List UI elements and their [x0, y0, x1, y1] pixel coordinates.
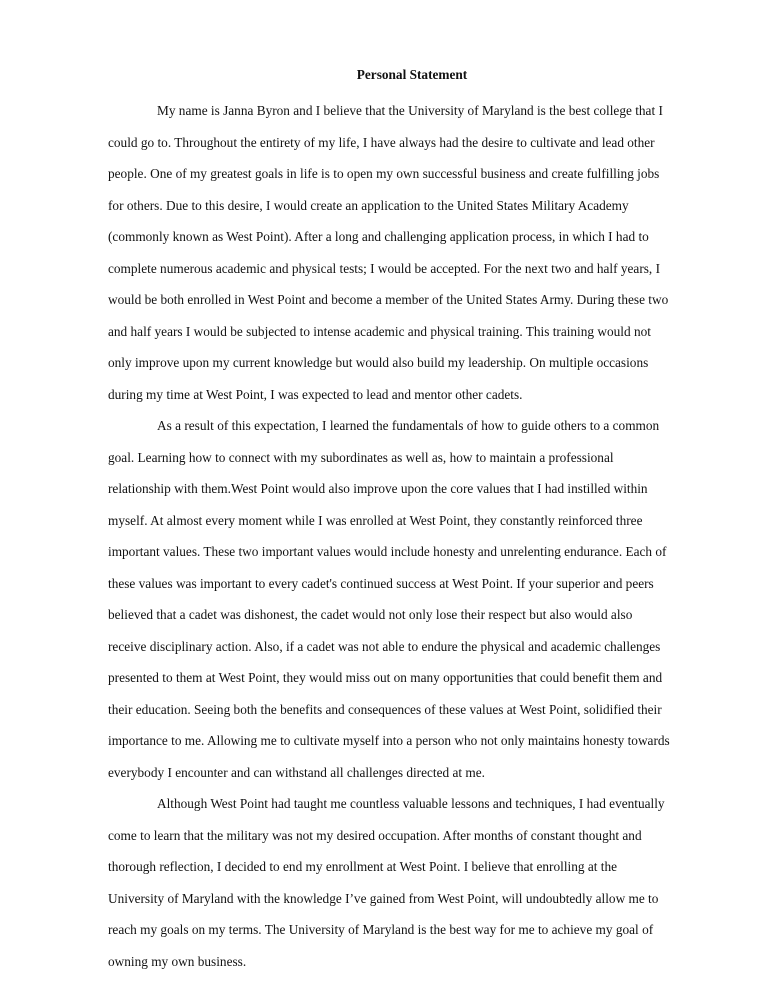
paragraph-2 — [108, 410, 716, 788]
paragraph-line: owning my own business. — [108, 953, 247, 969]
paragraph-line: only improve upon my current knowledge but would also build my leadership. On multiple occasions — [108, 355, 649, 370]
paragraph-line: for others. Due to this desire, I would create an application to the United States Military Academy — [108, 197, 629, 213]
document-body — [108, 63, 716, 977]
paragraph-line: My name is Janna Byron and I believe that the University of Maryland is the best college that I — [157, 103, 663, 118]
paragraph-line: everybody I encounter and can withstand all challenges directed at me. — [108, 764, 485, 780]
paragraph-line: believed that a cadet was dishonest, the cadet would not only lose their respect but also would also — [108, 607, 633, 622]
paragraph-line: their education. Seeing both the benefits and consequences of these values at West Point, solidified their — [108, 701, 662, 717]
paragraph-line: thorough reflection, I decided to end my enrollment at West Point. I believe that enrolling at the — [108, 859, 617, 874]
paragraph-line: and half years I would be subjected to intense academic and physical training. This training would not — [108, 323, 651, 339]
paragraph-line: (commonly known as West Point). After a long and challenging application process, in which I had to — [108, 229, 649, 244]
paragraph-3 — [108, 788, 716, 977]
paragraph-line: people. One of my greatest goals in life is to open my own successful business and create fulfilling jobs — [108, 166, 660, 181]
title-spacer — [108, 87, 716, 95]
paragraph-line: these values was important to every cadet's continued success at West Point. If your superior and peers — [108, 575, 654, 591]
paragraph-line: Although West Point had taught me countless valuable lessons and techniques, I had eventually — [157, 796, 665, 811]
paragraph-line: during my time at West Point, I was expected to lead and mentor other cadets. — [108, 386, 523, 402]
paragraph-line: goal. Learning how to connect with my subordinates as well as, how to maintain a professional — [108, 449, 614, 465]
document-title: Personal Statement — [356, 67, 468, 82]
paragraph-line: importance to me. Allowing me to cultivate myself into a person who not only maintains honesty towards — [108, 733, 670, 748]
paragraph-line: myself. At almost every moment while I was enrolled at West Point, they constantly reinforced three — [108, 512, 643, 528]
paragraph-1 — [108, 95, 716, 410]
paragraph-line: complete numerous academic and physical tests; I would be accepted. For the next two and half years, I — [108, 260, 661, 276]
paragraph-line: important values. These two important values would include honesty and unrelenting endurance. Each of — [108, 544, 667, 559]
paragraph-line: University of Maryland with the knowledge I’ve gained from West Point, will undoubtedly allow me to — [108, 890, 659, 906]
paragraph-line: presented to them at West Point, they would miss out on many opportunities that could benefit them and — [108, 670, 663, 685]
paragraph-line: come to learn that the military was not my desired occupation. After months of constant thought and — [108, 827, 642, 843]
paragraph-line: could go to. Throughout the entirety of my life, I have always had the desire to cultivate and lead other — [108, 134, 655, 150]
paragraph-line: receive disciplinary action. Also, if a cadet was not able to endure the physical and academic challenges — [108, 638, 661, 654]
paragraph-line: As a result of this expectation, I learned the fundamentals of how to guide others to a common — [157, 418, 660, 433]
paragraph-line: would be both enrolled in West Point and become a member of the United States Army. During these two — [108, 292, 669, 307]
paragraph-line: relationship with them.West Point would also improve upon the core values that I had instilled within — [108, 481, 648, 496]
paragraph-line: reach my goals on my terms. The University of Maryland is the best way for me to achieve my goal of — [108, 922, 654, 937]
